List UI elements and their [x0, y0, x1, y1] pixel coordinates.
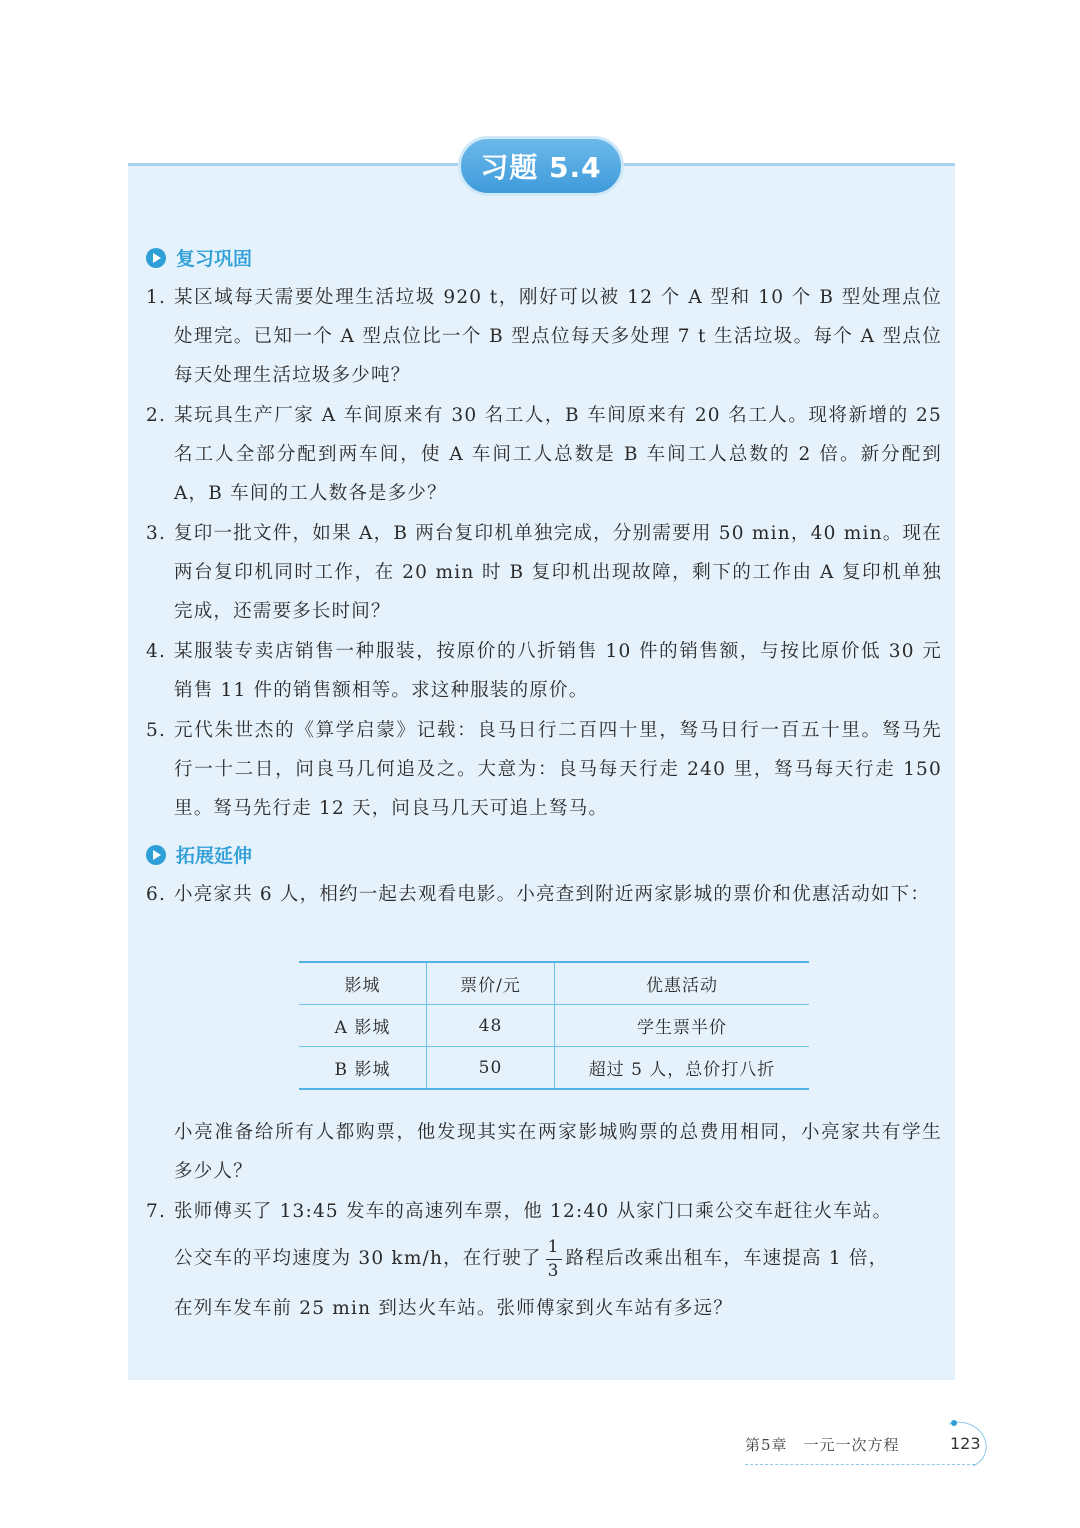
table-header: 票价/元 [427, 962, 555, 1005]
section-extension-label: 拓展延伸 [176, 845, 253, 867]
problem-1: 1. 某区域每天需要处理生活垃圾 920 t，刚好可以被 12 个 A 型和 10 个 B 型处理点位处理完。已知一个 A 型点位比一个 B 型点位每天多处理 7 t 生活垃圾。每个 A 型点位每天处理生活垃圾多少吨？ [146, 287, 942, 386]
fraction: $\frac{1}{3}$ [547, 1236, 560, 1281]
table-cell: 学生票半价 [555, 1005, 810, 1047]
problem-7: 7. 张师傅买了 13:45 发车的高速列车票，他 12:40 从家门口乘公交车赶往火车站。 公交车的平均速度为 30 km/h，在行驶了 $\frac{1}{3}$ 路程后改乘出租车，车速提高 1 倍， 在列车发车前 25 min 到达火车站。张师傅家到火车站有多远？ [146, 1192, 942, 1331]
exercise-title: 习题 5.4 [458, 136, 624, 196]
table-header: 优惠活动 [555, 962, 810, 1005]
problem-3: 3. 复印一批文件，如果 A，B 两台复印机单独完成，分别需要用 50 min，40 min。现在两台复印机同时工作，在 20 min 时 B 复印机出现故障，剩下的工作由 A 复印机单独完成，还需要多长时间？ [146, 523, 942, 622]
section-review-label: 复习巩固 [176, 248, 253, 270]
table-cell: A 影城 [299, 1005, 427, 1047]
table-cell: 超过 5 人，总价打八折 [555, 1047, 810, 1090]
chapter-footer: 第5章 一元一次方程 [745, 1436, 900, 1454]
problem-6: 6. 小亮家共 6 人，相约一起去观看电影。小亮查到附近两家影城的票价和优惠活动如下： [146, 884, 931, 905]
page-number: 123 [950, 1434, 981, 1453]
footer-divider [745, 1464, 975, 1465]
section-extension [146, 841, 252, 868]
problem-2: 2. 某玩具生产厂家 A 车间原来有 30 名工人，B 车间原来有 20 名工人。现将新增的 25 名工人全部分配到两车间，使 A 车间工人总数是 B 车间工人总数的 2 倍。新分配到 A，B 车间的工人数各是多少？ [146, 405, 942, 504]
play-icon [146, 845, 166, 865]
problem-6-question: 小亮准备给所有人都购票，他发现其实在两家影城购票的总费用相同，小亮家共有学生多少人？ [174, 1122, 942, 1182]
table-cell: 48 [427, 1005, 555, 1047]
play-icon [146, 248, 166, 268]
table-header-row [299, 962, 809, 1005]
table-row [299, 1005, 809, 1047]
problem-4: 4. 某服装专卖店销售一种服装，按原价的八折销售 10 件的销售额，与按比原价低 30 元销售 11 件的销售额相等。求这种服装的原价。 [146, 641, 942, 701]
ticket-table [299, 961, 809, 1090]
table-header: 影城 [299, 962, 427, 1005]
page-dot-decoration [951, 1420, 957, 1426]
table-cell: 50 [427, 1047, 555, 1090]
section-review [146, 244, 252, 271]
problem-5: 5. 元代朱世杰的《算学启蒙》记载：良马日行二百四十里，驽马日行一百五十里。驽马先行一十二日，问良马几何追及之。大意为：良马每天行走 240 里，驽马每天行走 150 里。驽马先行走 12 天，问良马几天可追上驽马。 [146, 720, 942, 819]
table-row [299, 1047, 809, 1090]
table-cell: B 影城 [299, 1047, 427, 1090]
problem-7-line2: 公交车的平均速度为 30 km/h，在行驶了 $\frac{1}{3}$ 路程后改乘出租车，车速提高 1 倍， [174, 1236, 889, 1281]
